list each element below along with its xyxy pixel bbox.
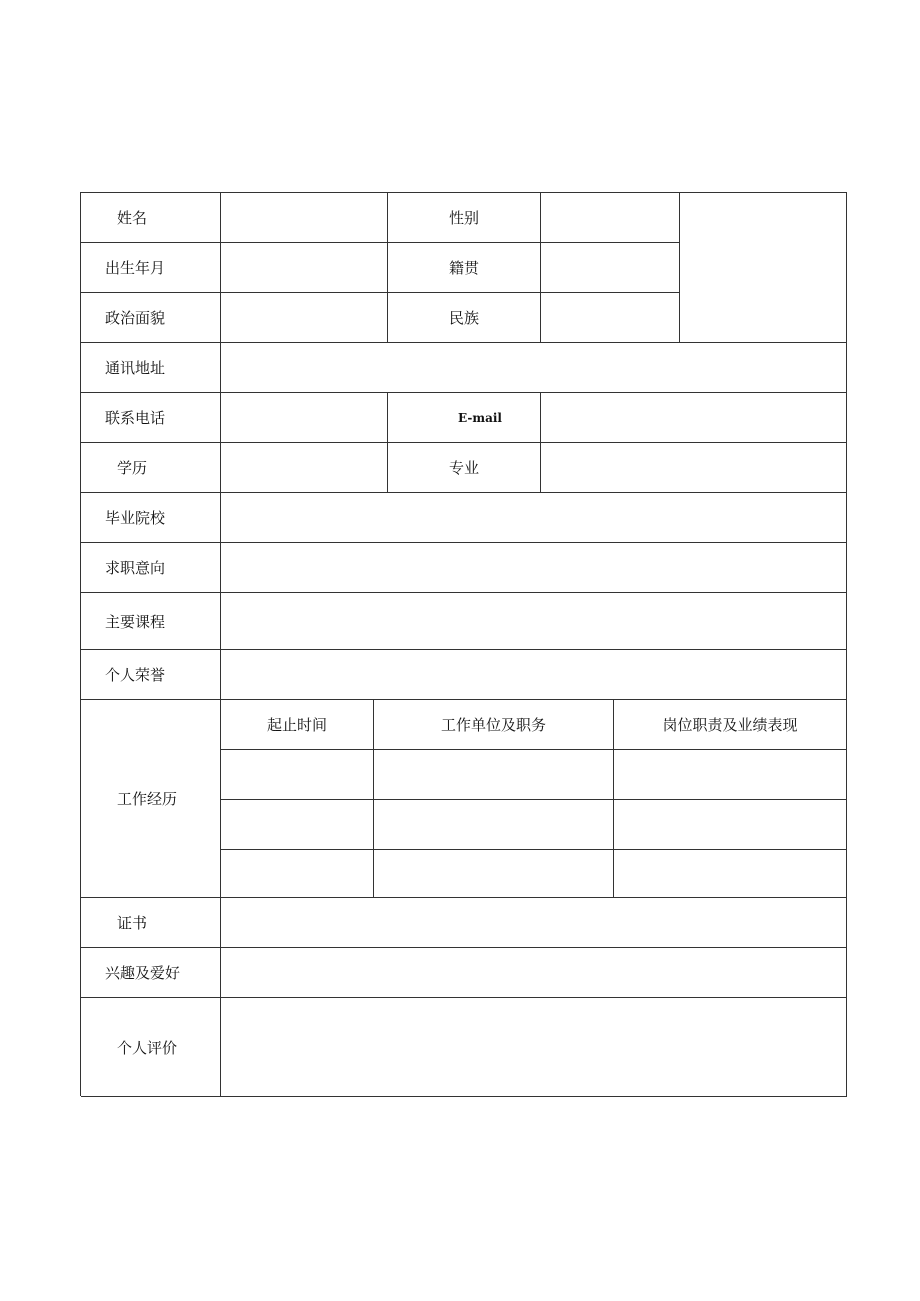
work-col-period <box>221 700 374 750</box>
work-col-period-text: 起止时间 <box>266 716 327 734</box>
ethnicity-label <box>388 293 541 343</box>
name-label <box>81 193 221 243</box>
honors-label-text: 个人荣誉 <box>105 666 166 684</box>
work-experience-label-text: 工作经历 <box>117 790 178 808</box>
self-evaluation-label <box>81 998 221 1097</box>
political-status-field[interactable] <box>221 293 388 343</box>
honors-field[interactable] <box>221 650 847 700</box>
work-col-employer <box>374 700 614 750</box>
email-field[interactable] <box>541 393 847 443</box>
self-evaluation-field[interactable] <box>221 998 847 1097</box>
work-row-1-employer[interactable] <box>374 750 614 800</box>
ethnicity-label-text: 民族 <box>448 309 479 327</box>
major-label <box>388 443 541 493</box>
major-field[interactable] <box>541 443 847 493</box>
address-field[interactable] <box>221 343 847 393</box>
resume-form <box>80 192 847 1096</box>
work-row-1-period[interactable] <box>221 750 374 800</box>
email-label <box>388 393 541 443</box>
honors-label <box>81 650 221 700</box>
school-field[interactable] <box>221 493 847 543</box>
hobbies-label-text: 兴趣及爱好 <box>105 964 181 982</box>
certificates-label <box>81 898 221 948</box>
work-col-duties-text: 岗位职责及业绩表现 <box>662 716 798 734</box>
gender-label-text: 性别 <box>448 209 479 227</box>
photo-box[interactable] <box>680 193 847 343</box>
work-row-3-employer[interactable] <box>374 850 614 898</box>
address-label <box>81 343 221 393</box>
job-intention-field[interactable] <box>221 543 847 593</box>
school-label-text: 毕业院校 <box>105 509 166 527</box>
native-place-label-text: 籍贯 <box>448 259 479 277</box>
email-label-text: E-mail <box>458 410 502 425</box>
political-status-label-text: 政治面貌 <box>105 309 166 327</box>
name-field[interactable] <box>221 193 388 243</box>
phone-field[interactable] <box>221 393 388 443</box>
education-field[interactable] <box>221 443 388 493</box>
work-experience-label <box>81 700 221 898</box>
work-row-2-period[interactable] <box>221 800 374 850</box>
birth-field[interactable] <box>221 243 388 293</box>
work-row-1-duties[interactable] <box>614 750 847 800</box>
native-place-label <box>388 243 541 293</box>
self-evaluation-label-text: 个人评价 <box>117 1038 178 1057</box>
phone-label <box>81 393 221 443</box>
address-label-text: 通讯地址 <box>105 359 166 377</box>
courses-label-text: 主要课程 <box>105 612 166 631</box>
gender-field[interactable] <box>541 193 680 243</box>
certificates-label-text: 证书 <box>117 914 148 932</box>
ethnicity-field[interactable] <box>541 293 680 343</box>
work-col-employer-text: 工作单位及职务 <box>440 716 546 734</box>
education-label-text: 学历 <box>117 459 148 477</box>
work-row-3-period[interactable] <box>221 850 374 898</box>
work-row-3-duties[interactable] <box>614 850 847 898</box>
job-intention-label <box>81 543 221 593</box>
gender-label <box>388 193 541 243</box>
native-place-field[interactable] <box>541 243 680 293</box>
certificates-field[interactable] <box>221 898 847 948</box>
hobbies-field[interactable] <box>221 948 847 998</box>
political-status-label <box>81 293 221 343</box>
work-row-2-employer[interactable] <box>374 800 614 850</box>
courses-field[interactable] <box>221 593 847 650</box>
education-label <box>81 443 221 493</box>
name-label-text: 姓名 <box>117 209 148 227</box>
school-label <box>81 493 221 543</box>
courses-label <box>81 593 221 650</box>
phone-label-text: 联系电话 <box>105 409 166 427</box>
birth-label-text: 出生年月 <box>105 259 166 277</box>
hobbies-label <box>81 948 221 998</box>
major-label-text: 专业 <box>448 459 479 477</box>
birth-label <box>81 243 221 293</box>
work-col-duties <box>614 700 847 750</box>
work-row-2-duties[interactable] <box>614 800 847 850</box>
job-intention-label-text: 求职意向 <box>105 559 166 577</box>
